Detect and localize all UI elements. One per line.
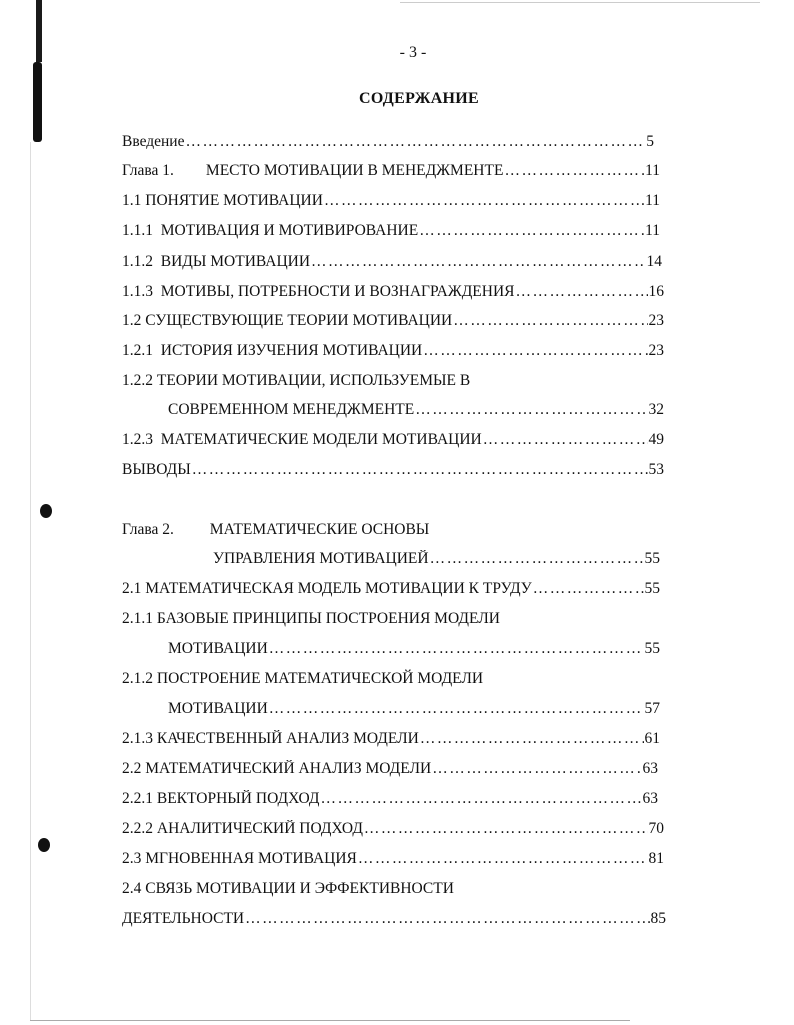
toc-leader-dots (423, 342, 647, 360)
toc-entry-page: 55 (644, 640, 660, 657)
toc-entry (122, 222, 660, 244)
toc-entry-page: 11 (645, 192, 660, 209)
toc-entry-page: 55 (644, 580, 660, 597)
toc-entry (122, 342, 664, 364)
toc-entry (122, 192, 660, 214)
toc-entry (122, 312, 664, 334)
toc-entry (122, 580, 660, 602)
toc-leader-dots (419, 222, 644, 240)
toc-leader-dots (185, 133, 645, 151)
toc-entry-page: 23 (648, 342, 664, 359)
toc-leader-dots (516, 283, 648, 301)
toc-entry (213, 550, 660, 572)
toc-entry (122, 283, 664, 305)
toc-entry-page: 11 (645, 162, 660, 179)
scan-border-line (400, 2, 760, 3)
toc-entry-label: 2.1.2 ПОСТРОЕНИЕ МАТЕМАТИЧЕСКОЙ МОДЕЛИ (122, 670, 484, 687)
toc-entry-label: 2.4 СВЯЗЬ МОТИВАЦИИ И ЭФФЕКТИВНОСТИ (122, 880, 454, 897)
toc-entry-label: 1.1 ПОНЯТИЕ МОТИВАЦИИ (122, 192, 323, 209)
toc-entry (122, 521, 429, 543)
toc-entry (168, 700, 660, 722)
toc-entry-page: 23 (648, 312, 664, 329)
toc-leader-dots (269, 640, 644, 658)
toc-leader-dots (453, 312, 647, 330)
toc-entry (122, 910, 666, 932)
toc-entry-page: 85 (650, 910, 666, 927)
toc-entry (168, 401, 664, 423)
toc-entry-label: МЕСТО МОТИВАЦИИ В МЕНЕДЖМЕНТЕ (205, 162, 504, 179)
toc-entry-page: 63 (642, 760, 658, 777)
toc-leader-dots (420, 730, 644, 748)
toc-leader-dots (324, 192, 644, 210)
toc-entry-label: 1.1.3 МОТИВЫ, ПОТРЕБНОСТИ И ВОЗНАГРАЖДЕНИЯ (122, 283, 515, 300)
toc-leader-dots (311, 253, 645, 271)
toc-entry-label: 2.2.2 АНАЛИТИЧЕСКИЙ ПОДХОД (122, 820, 363, 837)
toc-entry-page: 11 (645, 222, 660, 239)
toc-leader-dots (245, 910, 649, 928)
toc-leader-dots (432, 760, 641, 778)
toc-leader-dots (533, 580, 644, 598)
punch-hole-mark (38, 838, 50, 852)
toc-entry-label: Введение (122, 133, 185, 150)
toc-title: СОДЕРЖАНИЕ (358, 90, 480, 107)
toc-entry-page: 53 (648, 461, 664, 478)
toc-entry-label: 2.2.1 ВЕКТОРНЫЙ ПОДХОД (122, 790, 320, 807)
toc-entry (122, 162, 660, 184)
toc-entry-page: 63 (642, 790, 658, 807)
toc-entry-page: 70 (648, 820, 664, 837)
toc-chapter-number: Глава 1. (122, 162, 174, 179)
toc-entry-label: 1.1.1 МОТИВАЦИЯ И МОТИВИРОВАНИЕ (122, 222, 419, 239)
toc-leader-dots (192, 461, 648, 479)
toc-entry-label: 2.1.3 КАЧЕСТВЕННЫЙ АНАЛИЗ МОДЕЛИ (122, 730, 419, 747)
toc-leader-dots (320, 790, 641, 808)
toc-entry-label: 2.3 МГНОВЕННАЯ МОТИВАЦИЯ (122, 850, 357, 867)
toc-leader-dots (504, 162, 644, 180)
toc-entry-label: 2.2 МАТЕМАТИЧЕСКИЙ АНАЛИЗ МОДЕЛИ (122, 760, 432, 777)
toc-entry-label: 1.2.3 МАТЕМАТИЧЕСКИЕ МОДЕЛИ МОТИВАЦИИ (122, 431, 482, 448)
toc-entry (122, 790, 658, 812)
toc-entry-page: 57 (644, 700, 660, 717)
toc-entry-page: 16 (648, 283, 664, 300)
toc-entry-page: 61 (644, 730, 660, 747)
toc-entry-label: ДЕЯТЕЛЬНОСТИ (122, 910, 245, 927)
toc-entry-label: 2.1.1 БАЗОВЫЕ ПРИНЦИПЫ ПОСТРОЕНИЯ МОДЕЛИ (122, 610, 500, 627)
toc-entry (122, 850, 664, 872)
toc-entry (122, 253, 662, 275)
toc-leader-dots (358, 850, 648, 868)
toc-entry-label: ВЫВОДЫ (122, 461, 191, 478)
toc-leader-dots (483, 431, 648, 449)
toc-entry-label: 1.2 СУЩЕСТВУЮЩИЕ ТЕОРИИ МОТИВАЦИИ (122, 312, 453, 329)
scan-border-line (30, 1020, 630, 1021)
toc-entry-page: 14 (646, 253, 662, 270)
toc-entry-page: 81 (648, 850, 664, 867)
toc-entry-label: МОТИВАЦИИ (168, 700, 268, 717)
toc-entry-page: 32 (648, 401, 664, 418)
toc-entry-label: СОВРЕМЕННОМ МЕНЕДЖМЕНТЕ (168, 401, 415, 418)
toc-leader-dots (364, 820, 648, 838)
scan-border-line (30, 142, 31, 1020)
toc-entry (122, 730, 660, 752)
page-number: - 3 - (399, 44, 427, 61)
toc-entry-label: 1.1.2 ВИДЫ МОТИВАЦИИ (122, 253, 311, 270)
toc-leader-dots (415, 401, 647, 419)
toc-entry-page: 55 (644, 550, 660, 567)
punch-hole-mark (40, 504, 52, 518)
toc-chapter-number: Глава 2. (122, 521, 174, 538)
toc-entry-label: 1.2.2 ТЕОРИИ МОТИВАЦИИ, ИСПОЛЬЗУЕМЫЕ В (122, 372, 471, 389)
toc-entry-page: 49 (648, 431, 664, 448)
toc-entry-label: МОТИВАЦИИ (168, 640, 268, 657)
toc-entry (122, 461, 664, 483)
toc-entry (168, 640, 660, 662)
toc-entry (122, 431, 664, 453)
toc-leader-dots (269, 700, 644, 718)
toc-entry-page: 5 (646, 133, 654, 150)
toc-entry (122, 133, 654, 155)
toc-entry (122, 760, 658, 782)
toc-entry-label: 2.1 МАТЕМАТИЧЕСКАЯ МОДЕЛЬ МОТИВАЦИИ К ТРУДУ (122, 580, 532, 597)
toc-entry-label: МАТЕМАТИЧЕСКИЕ ОСНОВЫ (209, 521, 430, 538)
toc-leader-dots (430, 550, 644, 568)
toc-entry-label: УПРАВЛЕНИЯ МОТИВАЦИЕЙ (213, 550, 429, 567)
toc-entry-label: 1.2.1 ИСТОРИЯ ИЗУЧЕНИЯ МОТИВАЦИИ (122, 342, 423, 359)
toc-entry (122, 820, 664, 842)
